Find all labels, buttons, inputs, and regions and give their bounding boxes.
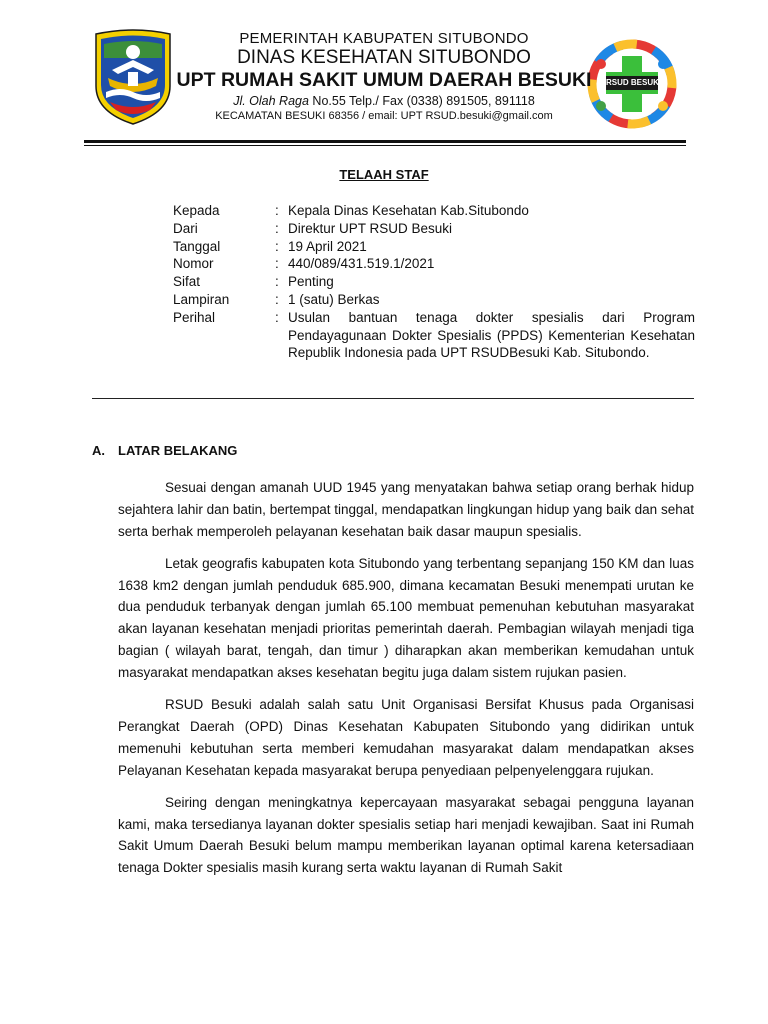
meta-value: Usulan bantuan tenaga dokter spesialis dari Program Pendayagunaan Dokter Spesialis (PPDS) Kementerian Kesehatan Republik Indonesia pada UPT RSUDBesuki Kab. Situbondo. [288,309,695,361]
meta-row-dari [173,220,695,238]
meta-row-lampiran [173,291,695,309]
memo-meta-table [173,202,695,362]
rsud-logo-text: RSUD BESUKI [606,78,662,87]
meta-value: 19 April 2021 [288,238,367,254]
meta-value: Kepala Dinas Kesehatan Kab.Situbondo [288,203,529,218]
meta-label: Dari [173,220,198,236]
letterhead-rule-thick [84,140,686,143]
meta-value: Direktur UPT RSUD Besuki [288,220,453,236]
meta-row-kepada [173,202,695,220]
meta-value: 1 (satu) Berkas [288,291,380,307]
letterhead-government: PEMERINTAH KABUPATEN SITUBONDO [239,30,529,47]
meta-row-sifat [173,273,695,291]
paragraph: Seiring dengan meningkatnya kepercayaan masyarakat sebagai pengguna layanan kami, maka tersedianya layanan dokter spesialis setiap hari menjadi kewajiban. Saat ini Rumah Sakit Umum Daerah Besuki belum mampu memberikan layanan optimal karena ketersadiaan tenaga Dokter spesialis masih kurang serta waktu layanan di Rumah Sakit [118,794,694,876]
meta-label: Perihal [173,309,216,325]
meta-row-tanggal [173,238,695,256]
body-text [118,477,694,890]
section-heading [92,443,237,458]
meta-value: Penting [288,274,334,290]
meta-row-perihal [173,309,695,362]
meta-colon: : [275,203,279,218]
letterhead-rule-thin [84,145,686,146]
meta-label: Kepada [173,203,220,218]
meta-colon: : [275,256,279,272]
section-number: A. [92,443,105,458]
letterhead-agency: DINAS KESEHATAN SITUBONDO [237,47,531,68]
section-divider [92,398,694,399]
paragraph: Sesuai dengan amanah UUD 1945 yang menyatakan bahwa setiap orang berhak hidup sejahtera lahir dan batin, bertempat tinggal, mendapatkan lingkungan hidup yang baik dan sehat serta berhak memperoleh pelayanan kesehatan baik dasar maupun spesialis. [118,480,694,539]
section-title: LATAR BELAKANG [118,443,238,458]
meta-colon: : [275,291,279,307]
meta-label: Lampiran [173,291,230,307]
meta-colon: : [275,238,279,254]
meta-label: Tanggal [173,238,221,254]
meta-value: 440/089/431.519.1/2021 [288,256,435,272]
meta-label: Sifat [173,274,201,290]
letterhead-address [0,94,768,108]
meta-colon: : [275,274,279,290]
meta-colon: : [275,309,279,325]
document-title: TELAAH STAF [339,167,429,182]
address-street: Jl. Olah Raga [233,94,309,108]
meta-colon: : [275,220,279,236]
address-contact: No.55 Telp./ Fax (0338) 891505, 891118 [308,94,535,108]
paragraph: Letak geografis kabupaten kota Situbondo yang terbentang sepanjang 150 KM dan luas 1638 km2 dengan jumlah penduduk 685.900, dimana kecamatan Besuki menempati urutan ke dua penduduk terbanyak dengan jumlah 65.100 membuat pemenuhan kebutuhan masyarakat akan layanan kesehatan menjadi prioritas pemerintah daerah. Pembagian wilayah menjadi tiga bagian ( wilayah barat, tengah, dan timur ) diharapkan akan memberikan kemudahan untuk masyarakat mendapatkan akses kesehatan begitu juga dalam sistem rujukan pasien. [118,555,694,680]
meta-label: Nomor [173,256,214,272]
paragraph: RSUD Besuki adalah salah satu Unit Organisasi Bersifat Khusus pada Organisasi Perangkat Daerah (OPD) Dinas Kesehatan Kabupaten Situbondo yang didirikan untuk memenuhi kebutuhan serta memberi kemudahan masyarakat dalam mendapatkan akses Pelayanan Kesehatan kepada masyarakat berupa penyediaan pelpenyelenggara rujukan. [118,697,694,778]
letterhead-hospital-name: UPT RUMAH SAKIT UMUM DAERAH BESUKI [176,69,592,91]
letterhead-email-line: KECAMATAN BESUKI 68356 / email: UPT RSUD.besuki@gmail.com [215,110,553,122]
meta-row-nomor [173,255,695,273]
